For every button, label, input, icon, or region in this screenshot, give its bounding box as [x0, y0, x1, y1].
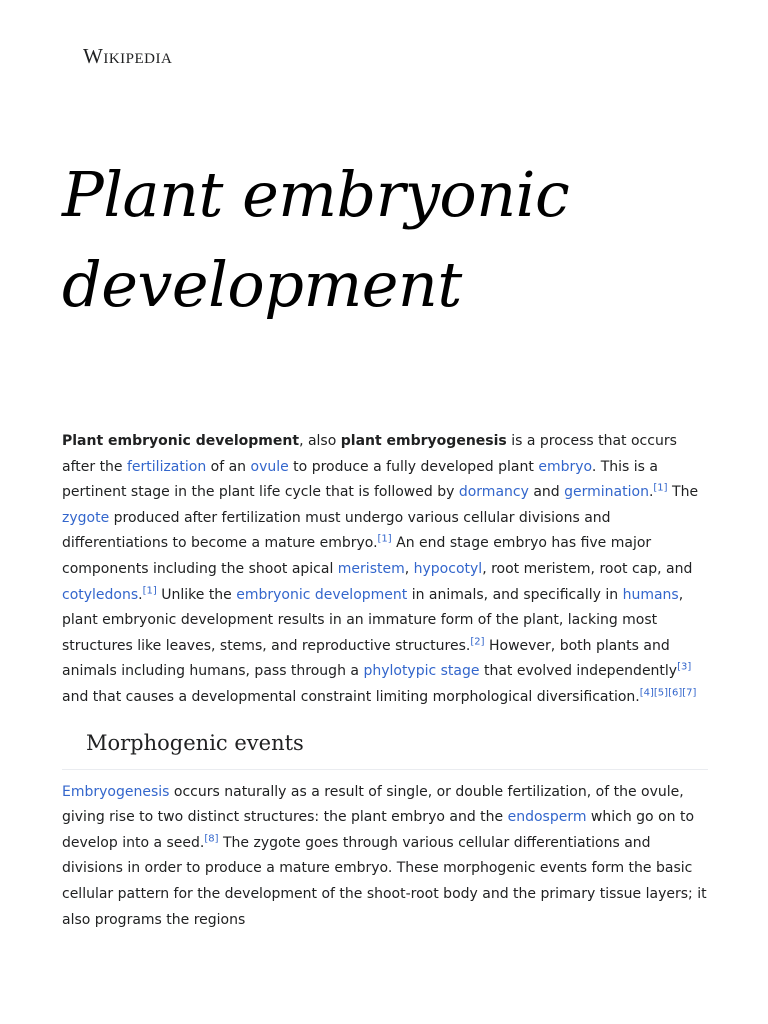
link-fertilization[interactable]: fertilization — [127, 458, 207, 475]
citation-link-1[interactable]: [1] — [142, 584, 157, 596]
text: . This is a pertinent stage in the plant life cycle that is followed by — [62, 458, 658, 501]
text: and — [528, 484, 565, 501]
link-hypocotyl[interactable]: hypocotyl — [413, 560, 483, 577]
link-ovule[interactable]: ovule — [250, 458, 289, 475]
citation-ref — [143, 585, 157, 596]
text: , — [404, 560, 414, 577]
link-meristem[interactable]: meristem — [337, 560, 405, 577]
link-embryonic-development[interactable]: embryonic development — [236, 586, 408, 603]
text: . — [648, 484, 654, 501]
citation-link-1[interactable]: [1] — [653, 482, 668, 494]
link-cotyledons[interactable]: cotyledons — [62, 586, 139, 603]
link-dormancy[interactable]: dormancy — [458, 484, 529, 501]
article-content — [62, 429, 708, 933]
text: that evolved independently — [479, 663, 678, 680]
link-embryogenesis[interactable]: Embryogenesis — [62, 783, 170, 800]
citation-link-1[interactable]: [1] — [377, 533, 392, 545]
citation-ref-group — [640, 687, 697, 698]
lead-paragraph — [62, 429, 708, 711]
text: , also — [299, 433, 341, 449]
link-zygote[interactable]: zygote — [62, 509, 110, 526]
citation-link-6[interactable]: [6] — [668, 687, 683, 699]
section-paragraph — [62, 780, 708, 934]
text: , root meristem, root cap, and — [482, 560, 693, 577]
citation-link-5[interactable]: [5] — [653, 687, 669, 699]
link-endosperm[interactable]: endosperm — [507, 809, 587, 826]
text: of an — [206, 458, 251, 475]
bold-term: plant embryogenesis — [340, 433, 507, 449]
text: . — [138, 586, 143, 603]
bold-term: Plant embryonic development — [62, 433, 300, 449]
citation-link-3[interactable]: [3] — [677, 661, 692, 673]
text: occurs naturally as a result of single, or double fertilization, of the ovule, giving rise to two distinct structures: the plant embryo and the — [62, 783, 684, 826]
citation-ref — [470, 636, 484, 647]
text: The — [667, 484, 699, 501]
citation-link-7[interactable]: [7] — [682, 687, 697, 699]
link-humans[interactable]: humans — [622, 586, 679, 603]
section-heading-morphogenic-events: Morphogenic events — [62, 729, 708, 770]
citation-link-8[interactable]: [8] — [204, 833, 219, 845]
text: which go on to develop into a seed. — [62, 809, 695, 851]
page-title-line-2: development — [62, 248, 462, 321]
link-phylotypic-stage[interactable]: phylotypic stage — [363, 663, 480, 680]
page-title-line-1: Plant embryonic — [62, 158, 570, 231]
wikipedia-wordmark[interactable]: Wikipedia — [83, 44, 173, 68]
link-embryo[interactable]: embryo — [538, 458, 592, 475]
link-germination[interactable]: germination — [564, 484, 649, 501]
page-title — [62, 150, 722, 330]
text: The zygote goes through various cellular differentiations and divisions in order to produce a mature embryo. These morphogenic events form the basic cellular pattern for the development of the shoot-root body and the primary tissue layers; it also programs the regions — [62, 834, 707, 928]
text: to produce a fully developed plant — [288, 458, 539, 475]
text: in animals, and specifically in — [407, 586, 623, 603]
citation-link-4[interactable]: [4] — [639, 687, 654, 699]
text: An end stage embryo has five major components including the shoot apical — [62, 535, 652, 577]
text: However, both plants and animals including humans, pass through a — [62, 637, 670, 680]
citation-link-2[interactable]: [2] — [470, 636, 485, 648]
text: and that causes a developmental constraint limiting morphological diversification. — [62, 688, 640, 705]
text: Unlike the — [156, 586, 237, 603]
text: is a process that occurs after the — [62, 433, 677, 475]
citation-ref — [204, 833, 218, 844]
text: , plant embryonic development results in an immature form of the plant, lacking most structures like leaves, stems, and reproductive structures. — [62, 586, 684, 654]
text: produced after fertilization must undergo various cellular divisions and differentiations to become a mature embryo. — [62, 509, 611, 552]
citation-ref — [653, 483, 667, 494]
citation-ref — [677, 662, 691, 673]
citation-ref — [378, 534, 392, 545]
